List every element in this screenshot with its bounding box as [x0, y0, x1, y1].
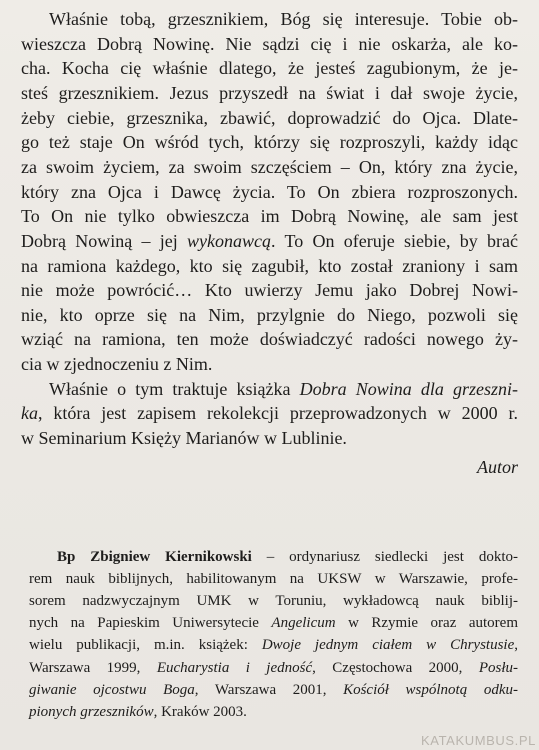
text-line	[21, 402, 518, 424]
text-line	[49, 378, 518, 400]
text-span: – ordynariusz siedlecki jest dokto-	[251, 549, 518, 565]
text-line	[21, 328, 518, 350]
text-line	[21, 82, 518, 104]
italic-text: Kościół wspólnotą odku-	[343, 681, 518, 698]
text-span: . To On oferuje siebie, by brać	[271, 230, 518, 251]
text-span: steś grzesznikiem. Jezus przyszedł na świat i dał swoje życie,	[21, 82, 518, 103]
text-span: w Rzymie oraz autorem	[335, 615, 518, 632]
text-line	[29, 591, 518, 612]
text-line	[21, 353, 518, 375]
italic-text: ka	[21, 403, 38, 424]
italic-text: wykonawcą	[187, 230, 272, 251]
text-line	[21, 279, 518, 301]
text-span: To On nie tylko obwieszcza im Dobrą Nowinę, ale sam jest	[21, 206, 518, 227]
text-span: ,	[514, 637, 518, 654]
text-span: cia w zjednoczeniu z Nim.	[21, 354, 213, 375]
text-line	[29, 569, 518, 590]
text-span: za swoim życiem, za swoim szczęściem – On, który zna życie,	[21, 156, 518, 177]
italic-text: Angelicum	[271, 615, 336, 632]
author-signature: Autor	[476, 457, 518, 477]
text-line	[21, 181, 518, 203]
text-span: nych na Papieskim Uniwersytecie	[29, 615, 272, 632]
text-line	[29, 680, 518, 701]
italic-text: giwanie ojcostwu Boga	[29, 681, 195, 698]
text-line	[21, 107, 518, 129]
text-span: rem nauk biblijnych, habilitowanym na UKSW w Warszawie, profe-	[29, 571, 518, 588]
italic-text: pionych grzeszników	[29, 703, 154, 720]
text-span: wielu publikacji, m.in. książek:	[29, 637, 262, 654]
text-span: go też staje On wśród tych, którzy się rozproszyli, każdy idąc	[21, 132, 518, 153]
text-span: w Seminarium Księży Marianów w Lublinie.	[21, 428, 347, 449]
italic-text: Dwoje jednym ciałem w Chrystusie	[261, 637, 515, 654]
text-line	[21, 205, 518, 227]
text-span: Właśnie tobą, grzesznikiem, Bóg się interesuje. Tobie ob-	[49, 9, 518, 29]
text-span: , Kraków 2003.	[153, 703, 247, 720]
text-span: nie, kto oprze się na Nim, przylgnie do Niego, pozwoli się	[21, 304, 518, 325]
text-line	[57, 547, 518, 568]
text-line	[21, 304, 518, 326]
text-span: Właśnie o tym traktuje książka	[49, 378, 300, 399]
text-span: wieszcza Dobrą Nowinę. Nie sądzi cię i nie oskarża, ale ko-	[21, 33, 518, 54]
text-line	[21, 131, 518, 153]
text-span: , Warszawa 2001,	[194, 681, 344, 698]
text-span: cha. Kocha cię właśnie dlatego, że jesteś zagubionym, że je-	[21, 58, 518, 79]
text-span: wziąć na ramiona, ten może doświadczyć radości nowego ży-	[21, 329, 518, 350]
text-line	[49, 8, 518, 30]
text-line	[21, 427, 518, 449]
italic-text: Dobra Nowina dla grzeszni-	[299, 378, 518, 399]
text-line	[29, 613, 518, 634]
text-span: Dobrą Nowiną – jej	[21, 230, 188, 251]
text-span: żeby ciebie, grzesznika, zbawić, doprowadzić do Ojca. Dlate-	[21, 107, 518, 128]
italic-text: Eucharystia i jedność	[156, 659, 313, 676]
text-line	[29, 635, 518, 656]
text-line	[29, 658, 518, 679]
text-span: nie może powrócić… Kto uwierzy Jemu jako Dobrej Nowi-	[21, 280, 518, 301]
text-line	[29, 702, 518, 723]
text-span: który zna Ojca i Dawcę życia. To On zbiera rozproszonych.	[21, 181, 518, 202]
text-span: Warszawa 1999,	[29, 659, 157, 676]
text-line	[21, 57, 518, 79]
watermark: KATAKUMBUS.PL	[421, 733, 536, 748]
text-span: , która jest zapisem rekolekcji przeprowadzonych w 2000 r.	[38, 403, 518, 424]
text-line	[21, 230, 518, 252]
text-span: sorem nadzwyczajnym UMK w Toruniu, wykładowcą nauk biblij-	[29, 593, 518, 610]
text-line	[21, 156, 518, 178]
text-span: na ramiona każdego, kto się zagubił, kto został zraniony i sam	[21, 255, 518, 276]
text-span: , Częstochowa 2000,	[312, 659, 479, 676]
bold-text: Bp Zbigniew Kiernikowski	[57, 549, 252, 565]
italic-text: Posłu-	[478, 659, 518, 676]
text-line	[21, 255, 518, 277]
text-line	[21, 33, 518, 55]
